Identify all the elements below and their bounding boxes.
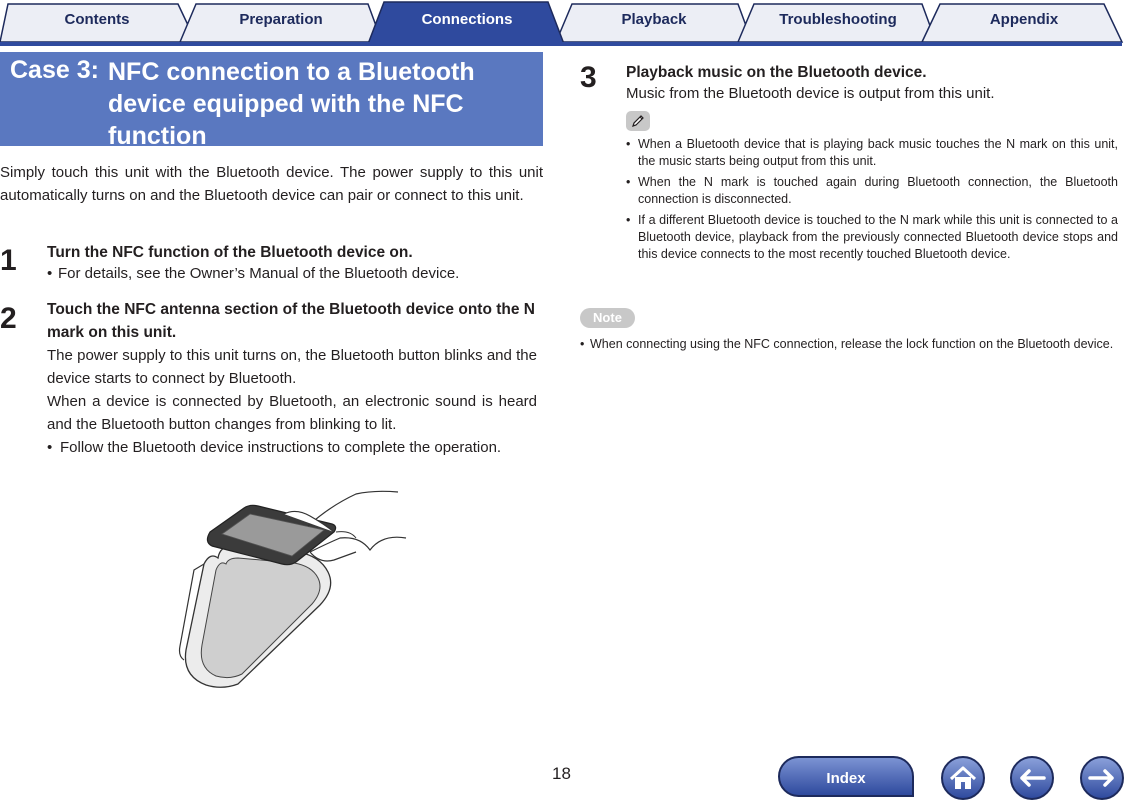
page-number: 18 bbox=[552, 764, 571, 783]
step-3-number: 3 bbox=[580, 61, 597, 94]
home-button[interactable] bbox=[941, 756, 985, 800]
step-2-para-1: The power supply to this unit turns on, the Bluetooth button blinks and the device starts to connect by Bluetooth. bbox=[47, 347, 537, 387]
tab-appendix[interactable]: Appendix bbox=[989, 11, 1059, 28]
note-text bbox=[580, 335, 1121, 353]
back-button[interactable] bbox=[1010, 756, 1054, 800]
forward-button[interactable] bbox=[1080, 756, 1124, 800]
tab-bar bbox=[0, 0, 1128, 46]
step-1-number: 1 bbox=[0, 244, 17, 277]
tab-troubleshooting[interactable]: Troubleshooting bbox=[779, 11, 897, 28]
section-title: NFC connection to a Bluetooth device equipped with the NFC function bbox=[108, 58, 475, 150]
tip-item: • When a Bluetooth device that is playing back music touches the N mark on this unit, the music starts being output from this unit. bbox=[626, 136, 1118, 170]
tab-contents[interactable]: Contents bbox=[64, 11, 130, 28]
tab-playback[interactable]: Playback bbox=[621, 11, 687, 28]
arrow-left-icon bbox=[1012, 758, 1052, 798]
step-2-body bbox=[47, 344, 537, 459]
nfc-touch-illustration bbox=[160, 480, 410, 695]
arrow-right-icon bbox=[1082, 758, 1122, 798]
section-prefix: Case 3: bbox=[10, 56, 99, 84]
step-1-title: Turn the NFC function of the Bluetooth device on. bbox=[47, 244, 413, 261]
step-2-para-2: When a device is connected by Bluetooth, an electronic sound is heard and the Bluetooth button changes from blinking to lit. bbox=[47, 393, 537, 433]
step-2-bullet: • Follow the Bluetooth device instructions to complete the operation. bbox=[47, 436, 537, 459]
section-banner bbox=[0, 52, 543, 150]
step-1-bullet: • For details, see the Owner’s Manual of the Bluetooth device. bbox=[47, 262, 542, 285]
intro-paragraph: Simply touch this unit with the Bluetooth device. The power supply to this unit automatically turns on and the Bluetooth device can pair or connect to this unit. bbox=[0, 164, 543, 204]
note-bullet: • When connecting using the NFC connection, release the lock function on the Bluetooth device. bbox=[580, 335, 1121, 353]
tab-connections[interactable]: Connections bbox=[421, 11, 513, 28]
step-2-number: 2 bbox=[0, 302, 17, 335]
step-3-body: Music from the Bluetooth device is output from this unit. bbox=[626, 85, 995, 102]
home-icon bbox=[943, 758, 983, 798]
speaker-and-phone-drawing bbox=[160, 480, 410, 695]
tips-list bbox=[626, 136, 1118, 267]
step-2-title: Touch the NFC antenna section of the Bluetooth device onto the N mark on this unit. bbox=[47, 301, 535, 341]
pencil-icon bbox=[626, 111, 650, 131]
index-button[interactable]: Index bbox=[778, 756, 914, 797]
tip-item: • When the N mark is touched again during Bluetooth connection, the Bluetooth connection is disconnected. bbox=[626, 174, 1118, 208]
note-badge: Note bbox=[580, 308, 635, 328]
step-3-title: Playback music on the Bluetooth device. bbox=[626, 64, 927, 81]
pencil-glyph bbox=[630, 113, 646, 129]
tab-preparation[interactable]: Preparation bbox=[239, 11, 323, 28]
tip-item: • If a different Bluetooth device is touched to the N mark while this unit is connected to a Bluetooth device, playback from the previously connected Bluetooth device stops and this device connects to the most recently touched Bluetooth device. bbox=[626, 212, 1118, 263]
step-1-body bbox=[47, 262, 542, 285]
